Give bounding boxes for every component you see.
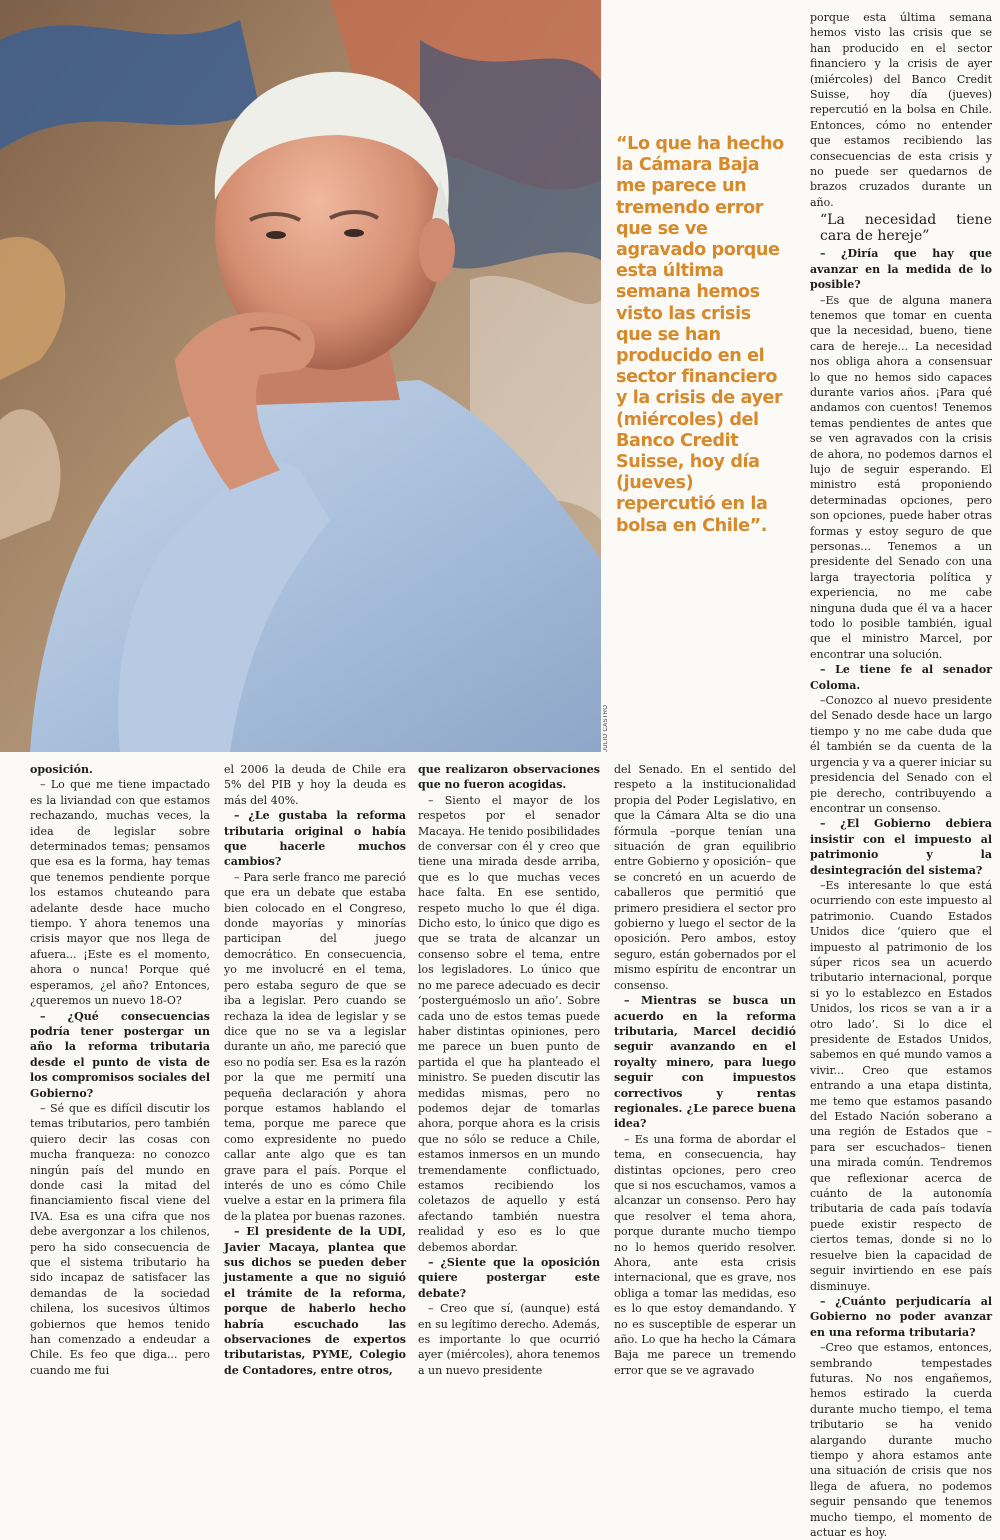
question: – Mientras se busca un acuerdo en la reforma tributaria, Marcel decidió seguir avanzando en el royalty minero, para luego seguir con impuestos correctivos y rentas regionales. ¿Le parece buena idea? — [614, 994, 796, 1131]
question: – ¿El Gobierno debiera insistir con el impuesto al patrimonio y la desintegración del sistema? — [810, 817, 992, 877]
answer: del Senado. En el sentido del respeto a la institucionalidad propia del Poder Legislativo, en que la Cámara Alta se dio una fórmula –porque tenían una situación de gran equilibrio entre Gobierno y oposición– que se concretó en un acuerdo de caballeros que permitió que primero presidiera el sector pro gobierno y luego el sector de la oposición. Pero ambos, estoy seguro, están gobernados por el mismo espíritu de encontrar un consenso. — [614, 763, 796, 992]
answer: – Creo que sí, (aunque) está en su legítimo derecho. Además, es importante lo que ocurrió ayer (miércoles), ahora tenemos a un nuevo presidente — [418, 1302, 601, 1377]
answer: –Creo que estamos, entonces, sembrando tempestades futuras. No nos engañemos, hemos estirado la cuerda durante mucho tiempo, el tema tributario se ha venido alargando durante mucho tiempo y ahora estamos ante una situación de crisis que nos llega de afuera, no podemos seguir pensando que tenemos mucho tiempo, el momento de actuar es hoy. — [810, 1341, 992, 1539]
paragraph: porque esta última semana hemos visto las crisis que se han producido en el sector financiero y la crisis de ayer (miércoles) del Banco Credit Suisse, hoy día (jueves) repercutió en la bolsa en Chile. Entonces, cómo no entender que estamos recibiendo las consecuencias de esta crisis y no puede ser quedarnos de brazos cruzados durante un año. — [810, 11, 992, 209]
question: – ¿Diría que hay que avanzar en la medida de lo posible? — [810, 247, 992, 292]
answer: el 2006 la deuda de Chile era 5% del PIB y hoy la deuda es más del 40%. — [224, 763, 406, 807]
answer: – Lo que me tiene impactado es la liviandad con que estamos rechazando, muchas veces, la idea de legislar sobre determinados temas; pensamos que esa es la forma, hay temas que tenemos pendiente porque los estamos chuteando para adelante desde hace mucho tiempo. Y ahora tenemos una crisis mayor que nos llega de afuera... ¡Este es el momento, ahora o nunca! Porque qué esperamos, ¿el año? Entonces, ¿queremos un nuevo 18-O? — [30, 778, 210, 1008]
column-3 — [418, 762, 600, 1378]
question: – El presidente de la UDI, Javier Macaya, plantea que sus dichos se pueden deber justamente a que no siguió el trámite de la reforma, porque de haberlo hecho habría escuchado las observaciones de expertos tributaristas, PYME, Colegio de Contadores, entre otros, — [224, 1225, 406, 1377]
answer: –Es que de alguna manera tenemos que tomar en cuenta que la necesidad, bueno, tiene cara de hereje... La necesidad nos obliga ahora a consensuar lo que no hemos sido capaces durante varios años. ¡Para qué andamos con cuentos! Tenemos temas pendientes de antes que se ven agravados con la crisis de ahora, no podemos darnos el lujo de seguir esperando. El ministro está proponiendo determinadas opciones, pero son opciones, puede haber otras formas y estoy seguro de que personas... Tenemos a un presidente del Senado con una larga trayectoria política y experiencia, no me cabe ninguna duda que él va a hacer todo lo posible también, igual que el ministro Marcel, por encontrar una solución. — [810, 293, 992, 661]
section-heading: “La necesidad tiene cara de hereje” — [820, 212, 992, 245]
column-2 — [224, 762, 406, 1378]
question: – Le tiene fe al senador Coloma. — [810, 663, 992, 692]
question: – ¿Le gustaba la reforma tributaria original o había que hacerle muchos cambios? — [224, 809, 406, 869]
photo-credit: JULIO CASTRO — [603, 704, 609, 752]
question: que realizaron observaciones que no fueron acogidas. — [418, 763, 600, 792]
question: oposición. — [30, 763, 93, 776]
answer: –Conozco al nuevo presidente del Senado desde hace un largo tiempo y no me cabe duda que él también se da cuenta de la urgencia y va a querer iniciar su presidencia del Senado con el pie derecho, contribuyendo a encontrar un consenso. — [810, 694, 992, 815]
answer: – Siento el mayor de los respetos por el senador Macaya. He tenido posibilidades de conversar con él y creo que tiene una mirada desde arriba, que es lo que muchas veces hace falta. En ese sentido, respeto mucho lo que él diga. Dicho esto, lo único que digo es que se trata de alcanzar un consenso sobre el tema, entre los legisladores. Lo único que no me parece adecuado es decir ‘posterguémoslo un año’. Sobre cada uno de estos temas puede haber distintas opiniones, pero me parece un buen punto de partida el que ha planteado el ministro. Se pueden discutir las medidas mismas, pero no podemos dejar de tomarlas ahora, porque ahora es la crisis que no sólo se reduce a Chile, estamos inmersos en un mundo tremendamente conflictuado, estamos recibiendo los coletazos de aquello y está afectando también nuestra realidad y eso es lo que debemos abordar. — [418, 793, 600, 1254]
portrait-photo — [0, 0, 601, 752]
pull-quote: “Lo que ha hecho la Cámara Baja me parece un tremendo error que se ve agravado porque esta última semana hemos visto las crisis que se han producido en el sector financiero y la crisis de ayer (miércoles) del Banco Credit Suisse, hoy día (jueves) repercutió en la bolsa en Chile”. — [616, 134, 784, 536]
answer: – Para serle franco me pareció que era un debate que estaba bien colocado en el Congreso, donde mayorías y minorías participan del juego democrático. En consecuencia, yo me involucré en el tema, pero estaba seguro de que se iba a legislar. Pero cuando se rechaza la idea de legislar y se dice que no se va a legislar durante un año, me pareció que eso no podía ser. Esa es la razón por la que me permití una pequeña declaración y ahora porque estamos hablando el tema, porque me parece que como expresidente no puedo callar ante algo que es tan grave para el país. Porque el interés de uno es cómo Chile vuelve a estar en la primera fila de la platea por buenas razones. — [224, 870, 406, 1223]
column-1 — [30, 762, 210, 1378]
question: – ¿Qué consecuencias podría tener postergar un año la reforma tributaria desde el punto de vista de los compromisos sociales del Gobierno? — [30, 1009, 210, 1100]
answer: – Sé que es difícil discutir los temas tributarios, pero también quiero decir las cosas con mucha franqueza: no conozco ningún país del mundo en donde casi la mitad del financiamiento fiscal viene del IVA. Esa es una cifra que nos debe avergonzar a los chilenos, pero ha sido consecuencia de que el sistema tributario ha sido incapaz de satisfacer las demandas de la sociedad chilena, los sucesivos últimos gobiernos que hemos tenido han comenzado a endeudar a Chile. Es feo que diga... pero cuando me fui — [30, 1101, 210, 1377]
column-4 — [614, 762, 796, 1378]
question: – ¿Siente que la oposición quiere postergar este debate? — [418, 1256, 600, 1300]
question: – ¿Cuánto perjudicaría al Gobierno no poder avanzar en una reforma tributaria? — [810, 1294, 992, 1339]
right-column — [810, 10, 992, 1540]
answer: –Es interesante lo que está ocurriendo con este impuesto al patrimonio. Cuando Estados Unidos dice ‘quiero que el impuesto al patrimonio de los súper ricos sea un acuerdo tributario internacional, porque si yo lo establezco en Estados Unidos, los ricos se van a ir a otro lado’. Si lo dice el presidente de Estados Unidos, sabemos en qué mundo vamos a vivir... Creo que estamos entrando a una etapa distinta, me temo que estamos pasando del Estado Nación soberano a una región de Estados que –para ser escuchados– tienen una mirada común. Tendremos que reflexionar acerca de cuánto de la autonomía tributaria de cada país todavía puede existir respecto de ciertos temas, donde si no lo resuelve bien la capacidad de seguir invirtiendo en ese país disminuye. — [810, 878, 992, 1293]
answer: – Es una forma de abordar el tema, en consecuencia, hay distintas opciones, pero creo que si nos escuchamos, vamos a alcanzar un consenso. Pero hay que resolver el tema ahora, porque durante mucho tiempo no lo hemos querido resolver. Ahora, ante esta crisis internacional, que es grave, nos obliga a tomar las medidas, eso es lo que estoy demandando. Y no es susceptible de esperar un año. Lo que ha hecho la Cámara Baja me parece un tremendo error que se ve agravado — [614, 1132, 796, 1377]
